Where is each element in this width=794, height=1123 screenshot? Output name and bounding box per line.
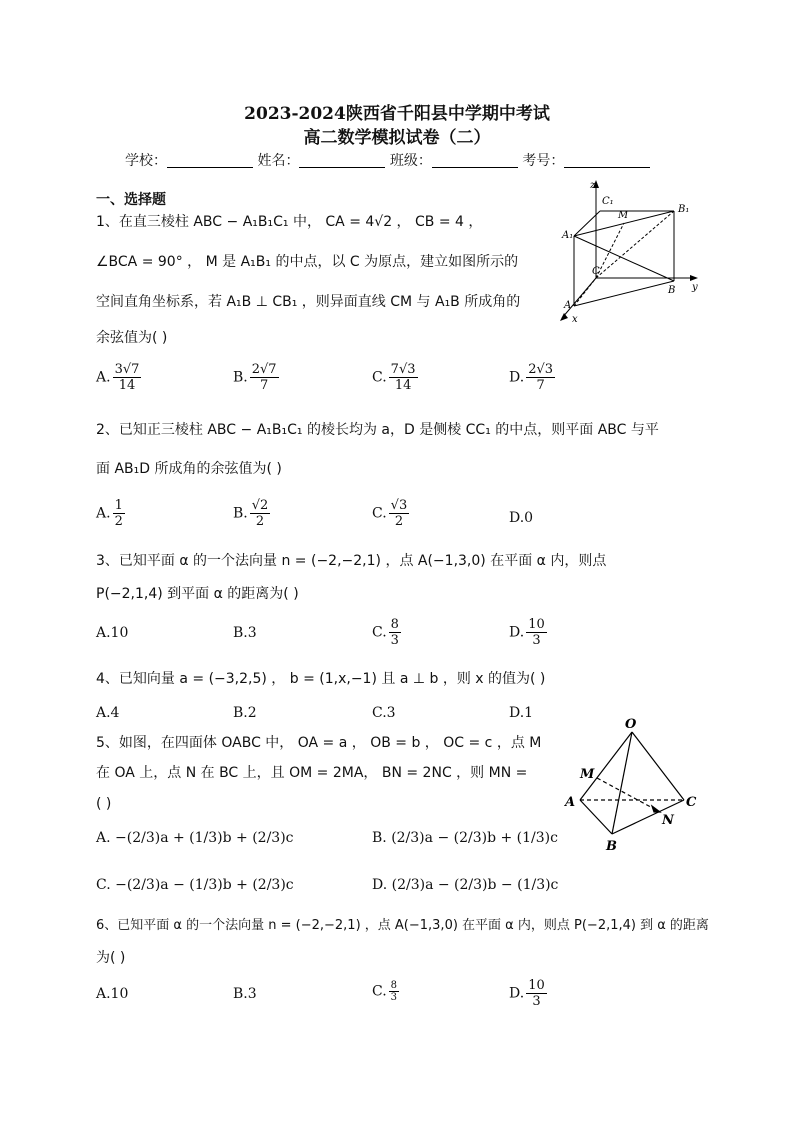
name-blank[interactable] (299, 153, 385, 168)
q6-line1: 6、已知平面 α 的一个法向量 n = (−2,−2,1) ，点 A(−1,3,0) 在平面 α 内，则点 P(−2,1,4) 到 α 的距离 (96, 918, 709, 933)
fig2-label-o: O (625, 717, 637, 732)
q5-option-a[interactable]: A. −(2/3)a + (1/3)b + (2/3)c (96, 830, 294, 846)
q5-option-c[interactable]: C. −(2/3)a − (1/3)b + (2/3)c (96, 877, 294, 893)
class-label: 班级： (389, 153, 432, 169)
q2-line1: 2、已知正三棱柱 ABC − A₁B₁C₁ 的棱长均为 a，D 是侧棱 CC₁ 的中点，则平面 ABC 与平 (96, 422, 659, 438)
name-label: 姓名： (257, 153, 300, 169)
fig1-label-b: B (668, 285, 676, 296)
fig2-label-m: M (580, 767, 595, 782)
q1-option-c[interactable]: C. $\frac{7√3}{14}$ (372, 362, 416, 393)
fig2-label-c: C (686, 795, 697, 810)
q5-option-d[interactable]: D. (2/3)a − (2/3)b − (1/3)c (372, 877, 559, 893)
fig1-label-x: x (572, 314, 578, 325)
q2-option-c[interactable]: C. $\frac{√3}{2}$ (372, 498, 408, 529)
q3-option-c[interactable]: C. $\frac{8}{3}$ (372, 617, 399, 648)
q1-line3: 空间直角坐标系，若 A₁B ⊥ CB₁ ，则异面直线 CM 与 A₁B 所成角的 (96, 294, 521, 310)
q2-option-b[interactable]: B. $\frac{√2}{2}$ (233, 498, 269, 529)
class-blank[interactable] (432, 153, 518, 168)
q4-line1: 4、已知向量 a = (−3,2,5) ， b = (1,x,−1) 且 a ⊥ b ，则 x 的值为( ) (96, 671, 546, 687)
q1-line4: 余弦值为( ) (96, 330, 168, 346)
fig1-label-c1: C₁ (602, 196, 614, 207)
q1-option-a[interactable]: A. $\frac{3√7}{14}$ (96, 362, 140, 393)
fig1-label-m: M (618, 210, 629, 221)
q2-option-d[interactable]: D.0 (509, 510, 534, 526)
q2-option-a[interactable]: A. $\frac{1}{2}$ (96, 498, 123, 529)
fig1-label-c: C (592, 266, 600, 277)
q6-option-c[interactable]: C. $\frac{8}{3}$ (372, 980, 398, 1003)
tetrahedron-figure (562, 712, 712, 854)
fig1-label-y: y (692, 282, 698, 293)
q5-line3: ( ) (96, 796, 112, 812)
q1-option-b[interactable]: B. $\frac{2√7}{7}$ (233, 362, 277, 393)
fig1-label-z: z (590, 180, 596, 191)
fig1-label-b1: B₁ (678, 204, 690, 215)
q6-option-d[interactable]: D. $\frac{10}{3}$ (509, 978, 545, 1009)
q4-option-b[interactable]: B.2 (233, 705, 257, 721)
q4-option-c[interactable]: C.3 (372, 705, 396, 721)
q5-line1: 5、如图，在四面体 OABC 中， OA = a ， OB = b ， OC = c ，点 M (96, 735, 542, 751)
fig1-label-a1: A₁ (562, 230, 574, 241)
q5-line2: 在 OA 上，点 N 在 BC 上，且 OM = 2MA， BN = 2NC ，则 MN = (96, 765, 528, 781)
q4-option-a[interactable]: A.4 (96, 705, 120, 721)
fig2-label-b: B (606, 839, 617, 854)
q1-line2: ∠BCA = 90° ， M 是 A₁B₁ 的中点，以 C 为原点，建立如图所示的 (96, 254, 519, 270)
q3-option-a[interactable]: A.10 (96, 625, 129, 641)
q3-option-d[interactable]: D. $\frac{10}{3}$ (509, 617, 545, 648)
student-info-row (125, 150, 650, 170)
exam-title-line1: 2023-2024陕西省千阳县中学期中考试 (244, 104, 550, 124)
exam-no-blank[interactable] (564, 153, 650, 168)
q2-line2: 面 AB₁D 所成角的余弦值为( ) (96, 461, 282, 477)
q1-option-d[interactable]: D. $\frac{2√3}{7}$ (509, 362, 554, 393)
q6-option-b[interactable]: B.3 (233, 986, 257, 1002)
exam-no-label: 考号： (522, 153, 565, 169)
q6-option-a[interactable]: A.10 (96, 986, 129, 1002)
q1-line1: 1、在直三棱柱 ABC − A₁B₁C₁ 中， CA = 4√2 ， CB = 4 ， (96, 214, 483, 230)
q6-line2: 为( ) (96, 950, 126, 966)
q3-line1: 3、已知平面 α 的一个法向量 n = (−2,−2,1) ，点 A(−1,3,0) 在平面 α 内，则点 (96, 553, 607, 569)
q4-option-d[interactable]: D.1 (509, 705, 534, 721)
section-title: 一、选择题 (96, 192, 166, 208)
q5-option-b[interactable]: B. (2/3)a − (2/3)b + (1/3)c (372, 830, 558, 846)
school-blank[interactable] (167, 153, 253, 168)
prism-figure (556, 178, 706, 328)
fig1-label-a: A (564, 300, 572, 311)
q3-option-b[interactable]: B.3 (233, 625, 257, 641)
fig2-label-a: A (565, 795, 576, 810)
exam-title-line2: 高二数学模拟试卷（二） (303, 128, 491, 148)
school-label: 学校： (125, 153, 167, 169)
fig2-label-n: N (662, 813, 674, 828)
q3-line2: P(−2,1,4) 到平面 α 的距离为( ) (96, 586, 299, 602)
